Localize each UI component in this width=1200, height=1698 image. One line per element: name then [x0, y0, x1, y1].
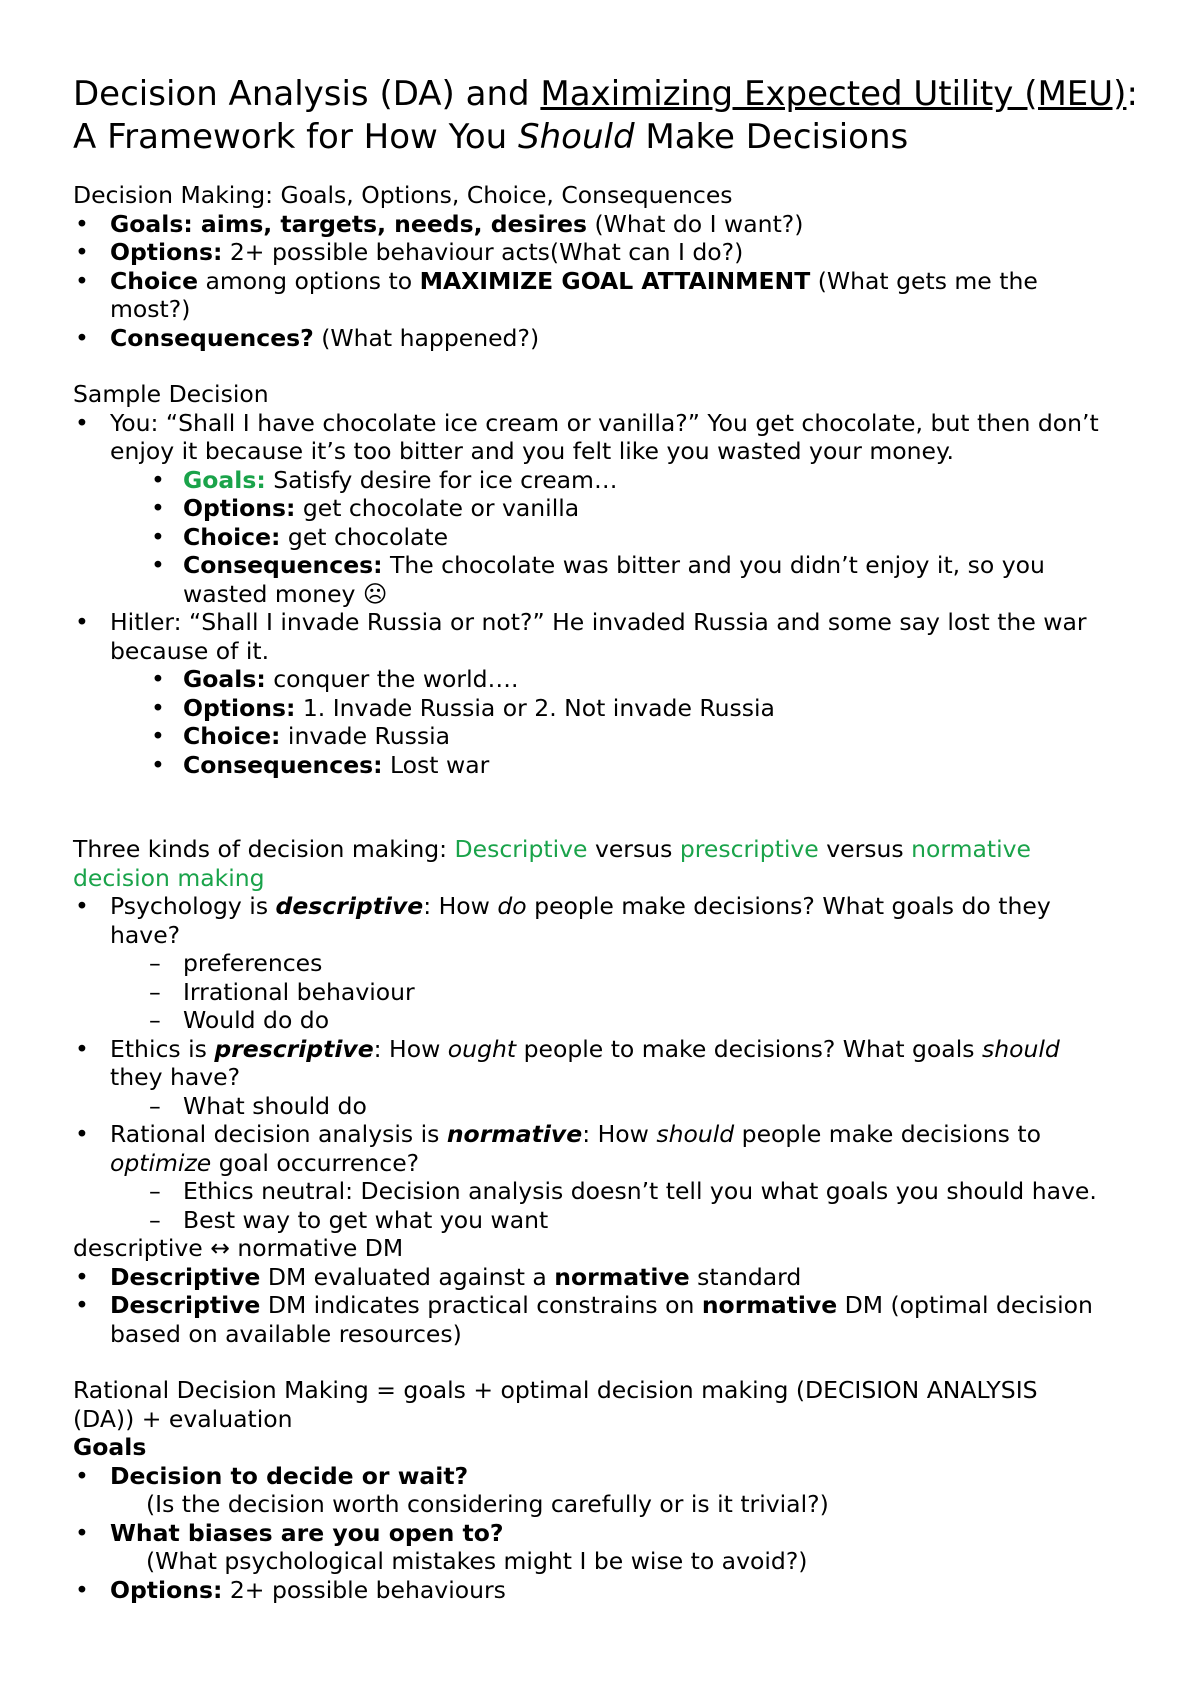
list-item [73, 892, 1143, 921]
dash: – [149, 1177, 161, 1205]
bold-text: Choice: [183, 722, 281, 750]
bullet: • [75, 1034, 89, 1063]
text: 1. Invade Russia or 2. Not invade Russia [295, 693, 775, 722]
section-heading [73, 835, 1143, 864]
bullet: • [75, 1291, 89, 1319]
bullet: • [75, 1461, 89, 1490]
list-item-continued: have? [110, 920, 181, 949]
dash: – [149, 1205, 161, 1234]
green-bold-text: Goals: [183, 465, 266, 494]
text: Irrational behaviour [183, 977, 415, 1006]
spacer [73, 779, 1143, 835]
text: (What happened?) [313, 323, 540, 352]
bullet: • [151, 750, 165, 779]
bullet: • [151, 722, 165, 750]
list-item [73, 1291, 1143, 1320]
title-text-mid: : A Framework for How You [73, 74, 1138, 157]
list-item [73, 1263, 1143, 1292]
text: DM indicates practical constrains on [260, 1291, 702, 1319]
bullet: • [75, 238, 89, 266]
list-item-note: (Is the decision worth considering carefully or is it trivial?) [146, 1490, 829, 1518]
bullet: • [151, 465, 165, 494]
list-item-continued [73, 1149, 1143, 1178]
text: Satisfy desire for ice cream… [265, 465, 618, 494]
bold-text: Consequences: [183, 551, 383, 579]
list-item [73, 1035, 1143, 1064]
text: people make decisions? What goals do they [526, 892, 1051, 920]
dash: – [149, 977, 161, 1006]
list-item-continued: they have? [110, 1063, 241, 1091]
bullet: • [75, 1575, 89, 1604]
title-text: Decision Analysis (DA) and [73, 74, 541, 114]
text: 2+ possible behaviours [222, 1575, 506, 1604]
text: The chocolate was bitter and you didn’t enjoy it, so you [382, 551, 1045, 579]
bold-italic-text: descriptive [275, 892, 424, 920]
text: Psychology is [110, 892, 276, 920]
italic-text: optimize [110, 1148, 212, 1177]
sub-list-item [73, 494, 1143, 523]
text: versus [818, 835, 912, 863]
text: versus [587, 835, 680, 863]
list-item [73, 608, 1143, 637]
bullet: • [75, 1120, 89, 1148]
sub-list-item [73, 751, 1143, 780]
text: : How [582, 1120, 657, 1148]
bold-italic-text: normative [446, 1120, 583, 1148]
text: Ethics is [110, 1034, 215, 1063]
bullet: • [75, 1262, 89, 1291]
bold-text: Options: [110, 238, 223, 266]
bold-italic-text: prescriptive [214, 1034, 374, 1063]
list-item [73, 238, 1143, 267]
bold-text: Choice: [183, 522, 281, 551]
bold-text: Options: [183, 494, 296, 522]
bullet: • [151, 665, 165, 693]
italic-text: should [656, 1120, 735, 1148]
sub-list-item [73, 722, 1143, 751]
bold-text: normative [554, 1262, 690, 1291]
bold-text: Goals: [183, 665, 266, 693]
text: invade Russia [280, 722, 451, 750]
text: people to make decisions? What goals [516, 1034, 982, 1063]
bold-text: Options: [110, 1575, 223, 1604]
bold-text: Choice [110, 266, 199, 295]
bold-text: Consequences: [183, 750, 383, 779]
green-text: Descriptive [454, 835, 588, 863]
sub-list-item-continued: wasted money ☹ [183, 579, 388, 608]
text: DM (optimal decision [837, 1291, 1093, 1319]
bullet: • [151, 693, 165, 722]
bold-text: Options: [183, 693, 296, 722]
text: (What gets me the [810, 266, 1038, 295]
bullet: • [75, 266, 89, 295]
list-item [73, 210, 1143, 239]
list-item-continued: most?) [110, 295, 191, 323]
text: preferences [183, 949, 323, 977]
italic-text: do [497, 892, 527, 920]
text: Lost war [382, 750, 490, 779]
sub-list-item [73, 523, 1143, 552]
bullet: • [75, 892, 89, 920]
text: : How [423, 892, 498, 920]
sub-list-item [73, 665, 1143, 694]
bullet: • [75, 408, 89, 437]
green-text: prescriptive [679, 835, 819, 863]
page-title [73, 73, 1143, 159]
section-heading-continued: decision making [73, 863, 265, 892]
text: Hitler: “Shall I invade Russia or not?” He invaded Russia and some say lost the war [110, 608, 1087, 636]
text: get chocolate or vanilla [295, 494, 580, 522]
spacer [73, 352, 1143, 380]
spacer [73, 1348, 1143, 1376]
dash: – [149, 949, 161, 977]
italic-text: ought [447, 1034, 517, 1063]
list-item [73, 409, 1143, 438]
bullet: • [75, 209, 89, 238]
title-underlined: Maximizing Expected Utility (MEU) [540, 74, 1127, 114]
text: 2+ possible behaviour acts(What can I do?) [222, 238, 744, 266]
bullet: • [151, 551, 165, 579]
bullet: • [151, 522, 165, 551]
dash: – [149, 1091, 161, 1120]
dash-item [73, 978, 1143, 1007]
bold-text: Descriptive [110, 1291, 261, 1319]
list-item-continued: based on available resources) [110, 1319, 462, 1348]
text: : How [373, 1034, 448, 1063]
section-heading: Rational Decision Making = goals + optimal decision making (DECISION ANALYSIS [73, 1376, 1038, 1404]
title-text-end: Make Decisions [634, 117, 909, 157]
dash-item [73, 949, 1143, 978]
text: among options to [198, 266, 420, 295]
list-item-note: (What psychological mistakes might I be wise to avoid?) [146, 1547, 808, 1575]
text: Best way to get what you want [183, 1205, 549, 1234]
title-italic: Should [518, 117, 635, 157]
dash: – [149, 1006, 161, 1034]
sub-list-item [73, 551, 1143, 580]
list-item [73, 1462, 1143, 1491]
document-body [73, 73, 1143, 1604]
list-item [73, 1576, 1143, 1605]
bold-text: Goals [73, 1433, 147, 1461]
bold-text: Descriptive [110, 1262, 261, 1291]
bullet: • [75, 1518, 89, 1547]
text: DM evaluated against a [260, 1262, 555, 1291]
subheading: descriptive ↔ normative DM [73, 1234, 404, 1262]
section-heading-continued: (DA)) + evaluation [73, 1404, 293, 1433]
goals-heading [73, 1433, 1143, 1462]
text: goal occurrence? [211, 1148, 420, 1177]
text: people make decisions to [734, 1120, 1041, 1148]
section-heading: Decision Making: Goals, Options, Choice, Consequences [73, 181, 733, 209]
list-item [73, 1519, 1143, 1548]
italic-text: should [981, 1034, 1060, 1063]
dash-item [73, 1092, 1143, 1121]
text: conquer the world…. [265, 665, 519, 693]
bold-text: normative [701, 1291, 838, 1319]
text: standard [689, 1262, 802, 1291]
list-item-continued: because of it. [110, 636, 270, 665]
sub-list-item [73, 466, 1143, 495]
text: get chocolate [280, 522, 449, 551]
bold-text: Decision to decide or wait? [110, 1461, 469, 1490]
list-item [73, 267, 1143, 296]
dash-item [73, 1206, 1143, 1235]
list-item [73, 324, 1143, 353]
bold-text: Goals: aims, targets, needs, desires [110, 209, 588, 238]
bold-text: What biases are you open to? [110, 1518, 504, 1547]
dash-item [73, 1177, 1143, 1206]
text: Ethics neutral: Decision analysis doesn’t tell you what goals you should have. [183, 1177, 1097, 1205]
bullet: • [151, 494, 165, 522]
bullet: • [75, 323, 89, 352]
bold-text: MAXIMIZE GOAL ATTAINMENT [419, 266, 811, 295]
sub-list-item [73, 694, 1143, 723]
text: You: “Shall I have chocolate ice cream or vanilla?” You get chocolate, but then don’t [110, 408, 1099, 437]
green-text: normative [911, 835, 1032, 863]
text: Would do do [183, 1006, 330, 1034]
text: Three kinds of decision making: [73, 835, 455, 863]
dash-item [73, 1006, 1143, 1035]
list-item-continued: enjoy it because it’s too bitter and you felt like you wasted your money. [110, 437, 955, 465]
section-heading: Sample Decision [73, 380, 269, 408]
bold-text: Consequences? [110, 323, 314, 352]
text: What should do [183, 1091, 367, 1120]
text: (What do I want?) [587, 209, 804, 238]
text: Rational decision analysis is [110, 1120, 447, 1148]
list-item [73, 1120, 1143, 1149]
bullet: • [75, 608, 89, 636]
